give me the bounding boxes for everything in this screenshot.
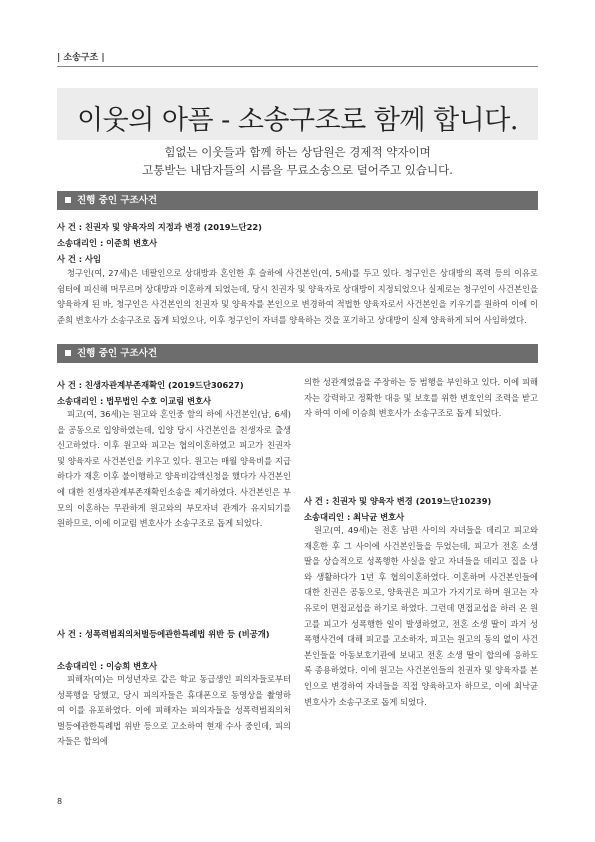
case4-case-row bbox=[304, 495, 491, 507]
case1-rep-label: 소송대리인 : bbox=[57, 238, 104, 248]
page-number: 8 bbox=[57, 797, 63, 806]
case1-result-value: 사임 bbox=[85, 254, 102, 264]
case1-case-row bbox=[57, 221, 262, 233]
subtitle bbox=[57, 143, 538, 179]
case2-rep-label: 소송대리인 : bbox=[57, 396, 104, 406]
case4-case-value: 친권자 및 양육자 변경 (2019느단10239) bbox=[332, 496, 492, 506]
section-bar-1 bbox=[57, 191, 538, 210]
case3-case-label: 사 건 : bbox=[57, 629, 83, 639]
case4-rep-value: 최낙균 변호사 bbox=[353, 512, 405, 522]
case2-body: 피고(여, 36세)는 원고와 혼인중 함의 하에 사건본인(남, 6세)을 공동으로 입양하였는데, 입양 당시 사건본인을 친생자로 출생신고하였다. 이후 원고와 피고는 협의이혼하였고 피고가 친권자 및 양육자로 사건본인을 키우고 있다. 원고는 매월 양육비를 지급하다가 재혼 이후 불이행하고 양육비감액신청을 했다가 사건본인에 대한 친생자관계부존재확인소송을 제기하였다. 사건본인은 부모의 이혼하는 무관하게 원고와의 부모자녀 관계가 유지되기를 원하므로, 이에 이교림 변호사가 소송구조로 돕게 되었다. bbox=[57, 409, 291, 529]
section-title-2: 진행 중인 구조사건 bbox=[77, 348, 158, 359]
case4-body: 원고(여, 49세)는 전혼 남편 사이의 자녀들을 데리고 피고와 재혼한 후 그 사이에 사건본인들을 두었는데, 피고가 전혼 소생 딸을 상습적으로 성폭행한 사실을 알고 자녀들을 데리고 집을 나와 생활하다가 1년 후 협의이혼하였다. 이혼하며 사건본인들에 대한 친권은 공동으로, 양육권은 피고가 가지기로 하며 원고는 자유로이 면접교섭을 하기로 하였다. 그런데 면접교섭을 하러 온 원고를 피고가 성폭행한 일이 발생하였고, 전혼 소생 딸이 과거 성폭행사건에 대해 피고를 고소하자, 피고는 원고의 동의 없이 사건본인들을 아동보호기관에 보내고 전혼 소생 딸이 합의에 응하도록 종용하였다. 이에 원고는 사건본인들의 친권자 및 양육자를 본인으로 변경하여 자녀들을 직접 양육하고자 하므로, 이에 최낙균 변호사가 소송구조로 돕게 되었다. bbox=[304, 525, 538, 707]
case3-rep-value: 이승희 변호사 bbox=[106, 661, 158, 671]
case1-rep-value: 이준희 변호사 bbox=[106, 238, 158, 248]
case1-case-label: 사 건 : bbox=[57, 222, 83, 232]
subtitle-line-1: 힘없는 이웃들과 함께 하는 상담원은 경제적 약자이며 bbox=[164, 145, 431, 159]
square-bullet-icon bbox=[65, 197, 71, 203]
case2-case-value: 친생자관계부존재확인 (2019드단30627) bbox=[85, 380, 244, 390]
case1-result-label: 사 건 : bbox=[57, 254, 83, 264]
case3-rep-row bbox=[57, 660, 157, 672]
case2-case-row bbox=[57, 379, 244, 391]
header-divider bbox=[57, 66, 538, 67]
case1-body: 청구인(여, 27세)은 네팔인으로 상대방과 혼인한 후 슬하에 사건본인(여, 5세)를 두고 있다. 청구인은 상대방의 폭력 등의 이유로 쉼터에 피신해 머무르며 상대방과 이혼하게 되었는데, 당시 친권자 및 양육자로 상대방이 지정되었으나 실제로는 청구인이 사건본인을 양육하게 된 바, 청구인은 사건본인의 친권자 및 양육자를 본인으로 변경하여 적법한 양육자로서 사건본인을 키우기를 원하여 이에 이준희 변호사가 소송구조로 돕게 되었으나, 이후 청구인이 자녀를 양육하는 것을 포기하고 상대방이 실제 양육하게 되어 사임하였다. bbox=[57, 268, 538, 325]
section-header-label: | 소송구조 | bbox=[57, 53, 105, 63]
subtitle-line-2: 고통받는 내담자들의 시름을 무료소송으로 덜어주고 있습니다. bbox=[142, 163, 453, 177]
section-title-1: 진행 중인 구조사건 bbox=[77, 195, 158, 206]
section-bar-2 bbox=[57, 344, 538, 363]
case3-case-row bbox=[57, 628, 291, 640]
page-title: 이웃의 아픔 - 소송구조로 함께 합니다. bbox=[77, 105, 518, 136]
case2-rep-value: 법무법인 수호 이교림 변호사 bbox=[106, 396, 212, 406]
case3-body-continued: 의한 성관계였음을 주장하는 등 범행을 부인하고 있다. 이에 피해자는 강력하고 정확한 대응 및 보호를 위한 변호인의 조력을 받고자 하여 이에 이승희 변호사가 소송구조로 돕게 되었다. bbox=[304, 377, 538, 419]
case1-rep-row bbox=[57, 237, 157, 249]
case1-result-row bbox=[57, 253, 101, 265]
case4-rep-row bbox=[304, 511, 404, 523]
square-bullet-icon bbox=[65, 350, 71, 356]
case3-body: 피해자(여)는 미성년자로 같은 학교 동급생인 피의자들로부터 성폭행을 당했고, 당시 피의자들은 휴대폰으로 동영상을 촬영하여 이를 유포하였다. 이에 피해자는 피의자들을 성폭력범죄의처벌등에관한특례법 위반 등으로 고소하여 현재 수사 중인데, 피의자들은 합의에 bbox=[57, 674, 291, 747]
case4-rep-label: 소송대리인 : bbox=[304, 512, 351, 522]
case3-case-value: 성폭력범죄의처벌등에관한특례법 위반 등 (비공개) bbox=[85, 629, 270, 639]
case2-case-label: 사 건 : bbox=[57, 380, 83, 390]
case1-case-value: 친권자 및 양육자의 지정과 변경 (2019느단22) bbox=[85, 222, 262, 232]
case4-case-label: 사 건 : bbox=[304, 496, 330, 506]
case3-rep-label: 소송대리인 : bbox=[57, 661, 104, 671]
case2-rep-row bbox=[57, 395, 211, 407]
